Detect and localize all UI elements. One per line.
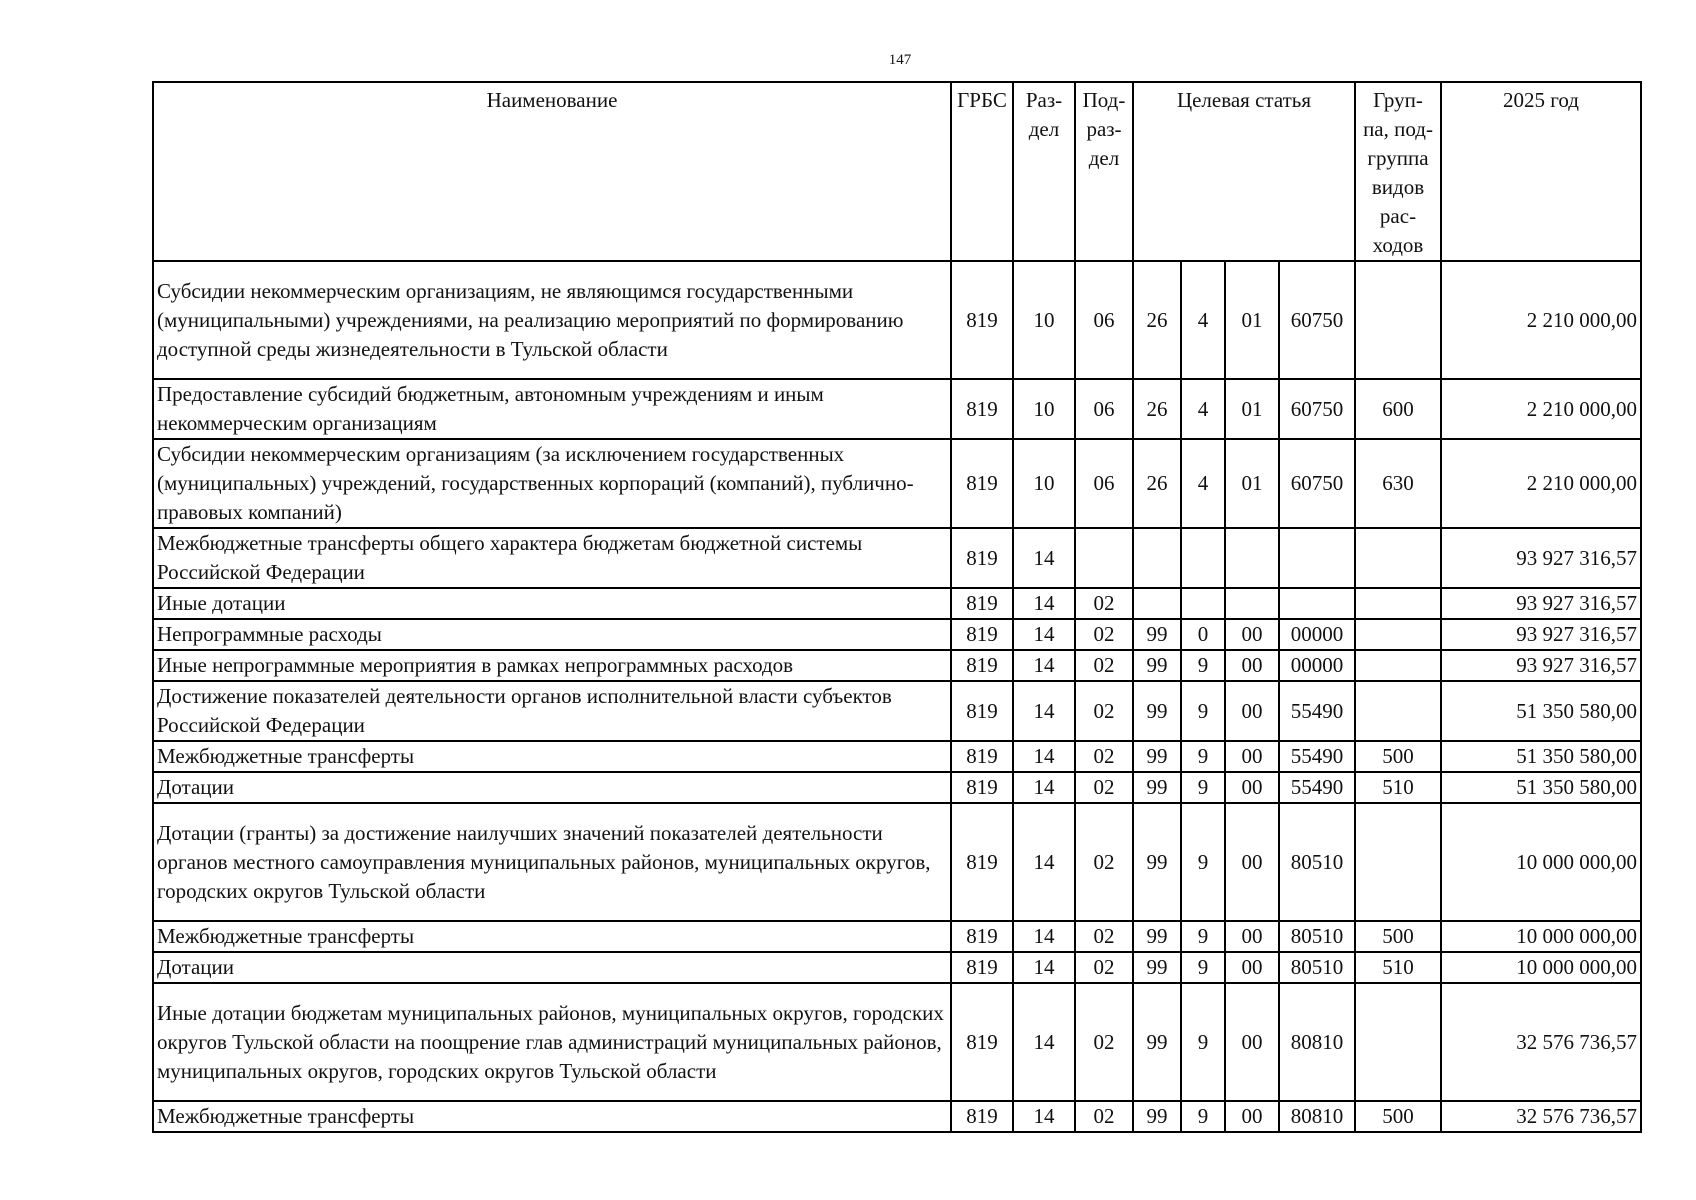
row-target-type: 9 (1181, 952, 1225, 983)
row-target-direction: 55490 (1279, 772, 1355, 803)
row-razdel: 14 (1013, 528, 1075, 588)
row-grbs: 819 (951, 772, 1013, 803)
row-target-direction (1279, 528, 1355, 588)
row-amount-2025: 51 350 580,00 (1441, 741, 1641, 772)
row-target-direction: 80510 (1279, 803, 1355, 921)
row-target-type: 9 (1181, 803, 1225, 921)
header-podrazdel: Под- раз- дел (1075, 82, 1133, 261)
row-razdel: 14 (1013, 681, 1075, 741)
row-amount-2025: 10 000 000,00 (1441, 803, 1641, 921)
row-target-subprogram: 00 (1225, 952, 1279, 983)
row-expense-group: 510 (1355, 772, 1441, 803)
row-amount-2025: 93 927 316,57 (1441, 528, 1641, 588)
row-amount-2025: 2 210 000,00 (1441, 261, 1641, 379)
row-target-direction: 80810 (1279, 983, 1355, 1101)
row-podrazdel: 02 (1075, 1101, 1133, 1132)
row-name: Иные дотации бюджетам муниципальных районов, муниципальных округов, городских округов Тульской области на поощрение глав администраций муниципальных районов, муниципальных округов, городских округов Тульской области (153, 983, 951, 1101)
row-target-subprogram: 01 (1225, 379, 1279, 439)
row-name: Межбюджетные трансферты (153, 1101, 951, 1132)
row-razdel: 14 (1013, 741, 1075, 772)
row-target-program: 26 (1133, 439, 1181, 528)
row-target-direction: 80510 (1279, 921, 1355, 952)
table-row (153, 439, 1641, 528)
row-name: Субсидии некоммерческим организациям, не являющимся государственными (муниципальными) учреждениями, на реализацию мероприятий по формированию доступной среды жизнедеятельности в Тульской области (153, 261, 951, 379)
row-target-type: 4 (1181, 439, 1225, 528)
row-podrazdel: 02 (1075, 741, 1133, 772)
row-amount-2025: 32 576 736,57 (1441, 1101, 1641, 1132)
header-row (153, 82, 1641, 261)
row-razdel: 10 (1013, 379, 1075, 439)
table-row (153, 588, 1641, 619)
header-grbs: ГРБС (951, 82, 1013, 261)
row-target-type (1181, 528, 1225, 588)
row-expense-group (1355, 261, 1441, 379)
row-amount-2025: 10 000 000,00 (1441, 952, 1641, 983)
row-target-subprogram: 01 (1225, 439, 1279, 528)
row-expense-group: 510 (1355, 952, 1441, 983)
row-podrazdel: 06 (1075, 261, 1133, 379)
row-razdel: 14 (1013, 588, 1075, 619)
row-grbs: 819 (951, 803, 1013, 921)
row-target-subprogram: 00 (1225, 983, 1279, 1101)
row-target-program: 99 (1133, 650, 1181, 681)
row-name: Дотации (гранты) за достижение наилучших значений показателей деятельности органов местного самоуправления муниципальных районов, муниципальных округов, городских округов Тульской области (153, 803, 951, 921)
row-razdel: 14 (1013, 921, 1075, 952)
row-grbs: 819 (951, 741, 1013, 772)
table-row (153, 983, 1641, 1101)
row-amount-2025: 93 927 316,57 (1441, 619, 1641, 650)
row-target-subprogram (1225, 528, 1279, 588)
row-target-direction: 00000 (1279, 650, 1355, 681)
table-row (153, 379, 1641, 439)
row-podrazdel: 02 (1075, 921, 1133, 952)
row-expense-group (1355, 588, 1441, 619)
row-amount-2025: 93 927 316,57 (1441, 588, 1641, 619)
row-target-program: 99 (1133, 952, 1181, 983)
row-expense-group (1355, 983, 1441, 1101)
row-grbs: 819 (951, 439, 1013, 528)
table-row (153, 681, 1641, 741)
row-target-subprogram: 00 (1225, 741, 1279, 772)
table-row (153, 772, 1641, 803)
header-year-2025: 2025 год (1441, 82, 1641, 261)
row-target-subprogram: 01 (1225, 261, 1279, 379)
row-amount-2025: 10 000 000,00 (1441, 921, 1641, 952)
table-row (153, 952, 1641, 983)
row-target-program: 99 (1133, 619, 1181, 650)
row-name: Предоставление субсидий бюджетным, автономным учреждениям и иным некоммерческим организациям (153, 379, 951, 439)
row-grbs: 819 (951, 588, 1013, 619)
row-name: Дотации (153, 772, 951, 803)
row-amount-2025: 51 350 580,00 (1441, 772, 1641, 803)
row-target-program: 99 (1133, 983, 1181, 1101)
row-target-type: 9 (1181, 983, 1225, 1101)
row-target-direction: 60750 (1279, 261, 1355, 379)
header-razdel: Раз- дел (1013, 82, 1075, 261)
row-name: Межбюджетные трансферты (153, 921, 951, 952)
row-target-type: 9 (1181, 650, 1225, 681)
row-podrazdel: 02 (1075, 619, 1133, 650)
row-grbs: 819 (951, 983, 1013, 1101)
row-target-program: 26 (1133, 261, 1181, 379)
row-podrazdel: 02 (1075, 803, 1133, 921)
row-target-program: 99 (1133, 681, 1181, 741)
table-row (153, 921, 1641, 952)
row-podrazdel (1075, 528, 1133, 588)
row-grbs: 819 (951, 528, 1013, 588)
row-amount-2025: 32 576 736,57 (1441, 983, 1641, 1101)
row-grbs: 819 (951, 681, 1013, 741)
row-target-type: 9 (1181, 772, 1225, 803)
row-target-program (1133, 588, 1181, 619)
row-podrazdel: 02 (1075, 772, 1133, 803)
table-row (153, 650, 1641, 681)
row-target-program: 99 (1133, 803, 1181, 921)
row-expense-group: 500 (1355, 741, 1441, 772)
row-razdel: 14 (1013, 650, 1075, 681)
row-target-direction: 55490 (1279, 741, 1355, 772)
row-target-program: 26 (1133, 379, 1181, 439)
row-target-subprogram: 00 (1225, 803, 1279, 921)
row-expense-group (1355, 528, 1441, 588)
row-target-subprogram: 00 (1225, 619, 1279, 650)
row-name: Достижение показателей деятельности органов исполнительной власти субъектов Российской Федерации (153, 681, 951, 741)
row-name: Непрограммные расходы (153, 619, 951, 650)
row-grbs: 819 (951, 619, 1013, 650)
table-row (153, 619, 1641, 650)
header-target-article: Целевая статья (1133, 82, 1355, 261)
row-podrazdel: 02 (1075, 588, 1133, 619)
page-number: 147 (888, 52, 912, 68)
row-expense-group (1355, 803, 1441, 921)
row-grbs: 819 (951, 952, 1013, 983)
row-razdel: 14 (1013, 619, 1075, 650)
row-name: Дотации (153, 952, 951, 983)
row-expense-group: 630 (1355, 439, 1441, 528)
row-podrazdel: 06 (1075, 379, 1133, 439)
row-expense-group: 500 (1355, 1101, 1441, 1132)
row-razdel: 14 (1013, 772, 1075, 803)
header-expense-group: Груп- па, под- группа видов рас- ходов (1355, 82, 1441, 261)
row-grbs: 819 (951, 921, 1013, 952)
row-target-program: 99 (1133, 772, 1181, 803)
row-razdel: 14 (1013, 952, 1075, 983)
row-amount-2025: 2 210 000,00 (1441, 379, 1641, 439)
row-target-program (1133, 528, 1181, 588)
row-razdel: 14 (1013, 1101, 1075, 1132)
row-target-subprogram: 00 (1225, 681, 1279, 741)
row-grbs: 819 (951, 1101, 1013, 1132)
row-target-subprogram: 00 (1225, 772, 1279, 803)
budget-table (152, 81, 1642, 1133)
row-target-type: 9 (1181, 921, 1225, 952)
row-grbs: 819 (951, 261, 1013, 379)
table-row (153, 528, 1641, 588)
row-expense-group: 500 (1355, 921, 1441, 952)
table-row (153, 261, 1641, 379)
row-name: Иные непрограммные мероприятия в рамках непрограммных расходов (153, 650, 951, 681)
table-row (153, 803, 1641, 921)
row-target-direction (1279, 588, 1355, 619)
row-name: Межбюджетные трансферты (153, 741, 951, 772)
row-razdel: 14 (1013, 983, 1075, 1101)
row-razdel: 14 (1013, 803, 1075, 921)
row-target-subprogram: 00 (1225, 650, 1279, 681)
row-target-type (1181, 588, 1225, 619)
row-expense-group (1355, 650, 1441, 681)
row-target-program: 99 (1133, 1101, 1181, 1132)
header-name: Наименование (153, 82, 951, 261)
row-target-direction: 00000 (1279, 619, 1355, 650)
row-podrazdel: 02 (1075, 681, 1133, 741)
row-expense-group (1355, 681, 1441, 741)
row-target-type: 9 (1181, 681, 1225, 741)
row-grbs: 819 (951, 650, 1013, 681)
row-target-subprogram: 00 (1225, 921, 1279, 952)
row-target-program: 99 (1133, 741, 1181, 772)
row-target-type: 0 (1181, 619, 1225, 650)
row-target-direction: 80510 (1279, 952, 1355, 983)
row-expense-group: 600 (1355, 379, 1441, 439)
row-target-type: 4 (1181, 379, 1225, 439)
row-expense-group (1355, 619, 1441, 650)
row-podrazdel: 02 (1075, 650, 1133, 681)
row-target-type: 9 (1181, 1101, 1225, 1132)
row-name: Субсидии некоммерческим организациям (за исключением государственных (муниципальных) учреждений, государственных корпораций (компаний), публично-правовых компаний) (153, 439, 951, 528)
row-target-type: 9 (1181, 741, 1225, 772)
row-target-subprogram (1225, 588, 1279, 619)
row-target-direction: 80810 (1279, 1101, 1355, 1132)
table-row (153, 1101, 1641, 1132)
row-razdel: 10 (1013, 261, 1075, 379)
row-amount-2025: 2 210 000,00 (1441, 439, 1641, 528)
row-target-direction: 60750 (1279, 379, 1355, 439)
row-amount-2025: 51 350 580,00 (1441, 681, 1641, 741)
row-target-direction: 60750 (1279, 439, 1355, 528)
row-name: Иные дотации (153, 588, 951, 619)
row-target-program: 99 (1133, 921, 1181, 952)
row-grbs: 819 (951, 379, 1013, 439)
row-target-type: 4 (1181, 261, 1225, 379)
row-podrazdel: 02 (1075, 983, 1133, 1101)
row-target-subprogram: 00 (1225, 1101, 1279, 1132)
row-podrazdel: 06 (1075, 439, 1133, 528)
row-podrazdel: 02 (1075, 952, 1133, 983)
row-name: Межбюджетные трансферты общего характера бюджетам бюджетной системы Российской Федерации (153, 528, 951, 588)
table-row (153, 741, 1641, 772)
row-razdel: 10 (1013, 439, 1075, 528)
row-amount-2025: 93 927 316,57 (1441, 650, 1641, 681)
row-target-direction: 55490 (1279, 681, 1355, 741)
